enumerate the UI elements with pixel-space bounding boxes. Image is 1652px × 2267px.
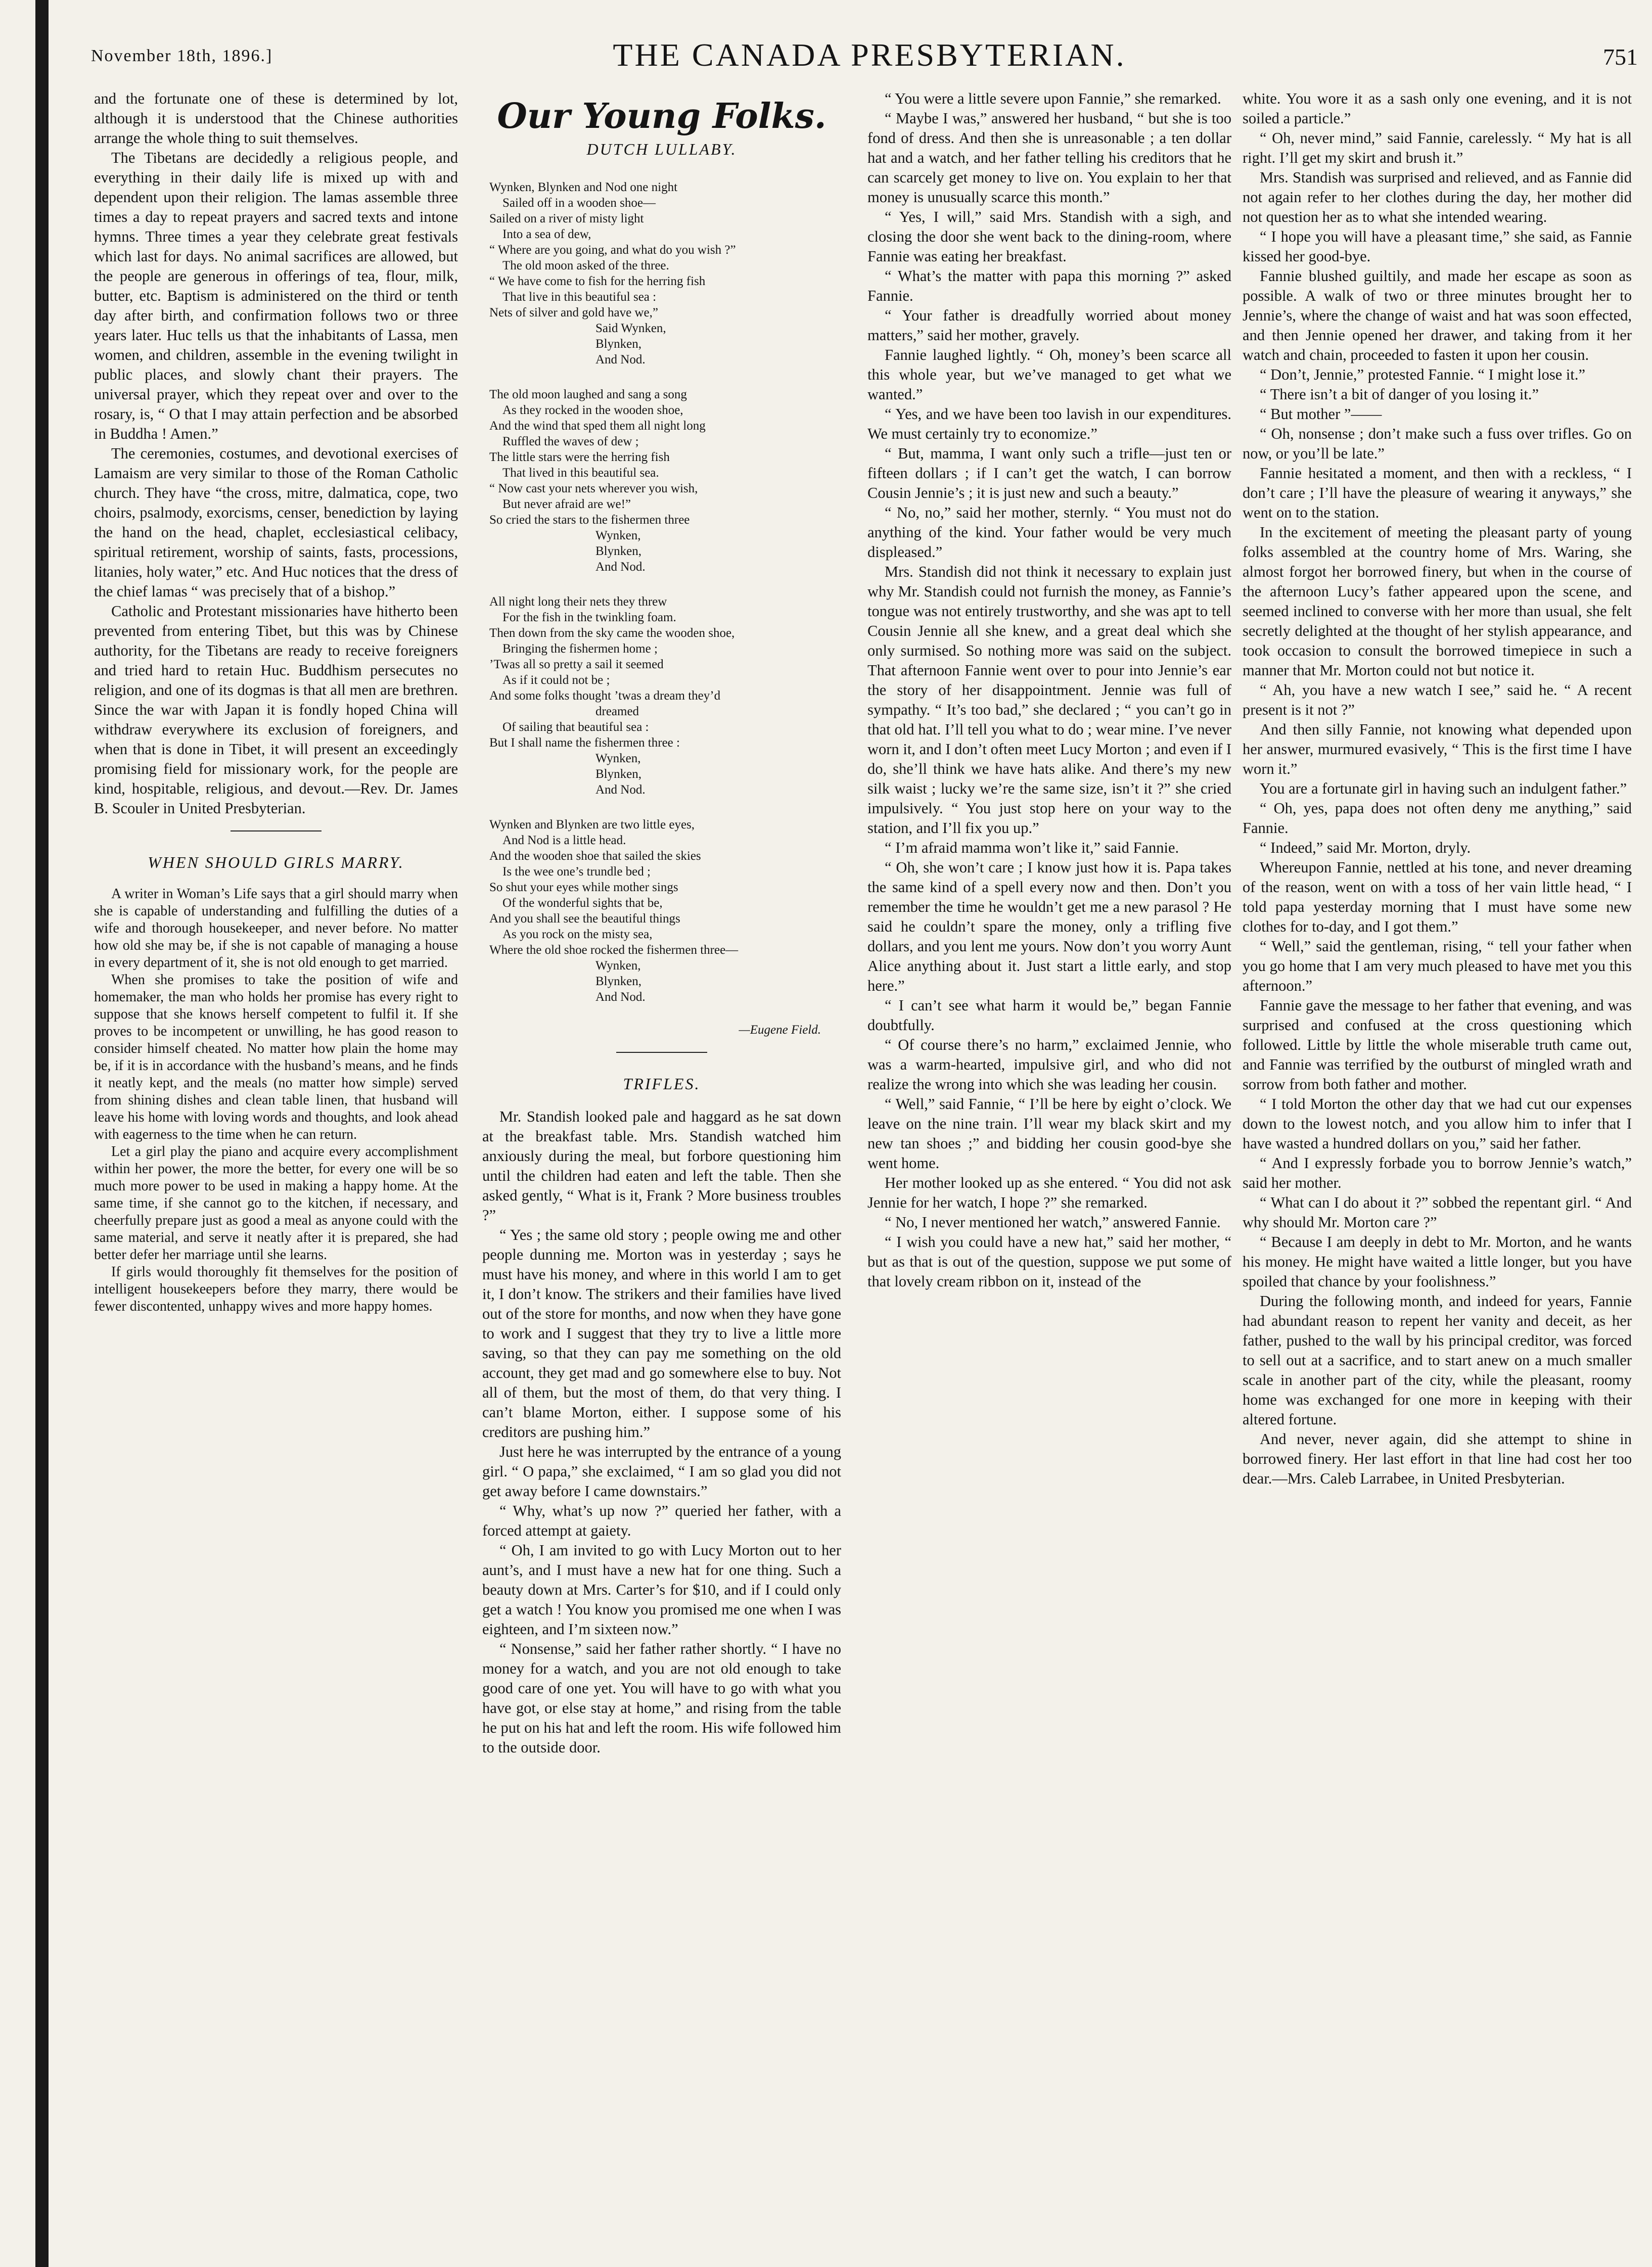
poem-line: As you rock on the misty sea, bbox=[502, 928, 653, 941]
poem-line: And Nod. bbox=[595, 990, 646, 1004]
paragraph: And never, never again, did she attempt to shine in borrowed finery. Her last effort in that line had cost her too dear.—Mrs. Caleb Larrabee, in United Presbyterian. bbox=[1243, 1430, 1632, 1487]
poem-line: Of the wonderful sights that be, bbox=[502, 896, 663, 910]
poem-line: The old moon laughed and sang a song bbox=[489, 388, 687, 401]
paragraph: Her mother looked up as she entered. “ You did not ask Jennie for her watch, I hope ?” she remarked. bbox=[867, 1174, 1231, 1211]
poem-line: Is the wee one’s trundle bed ; bbox=[502, 865, 651, 878]
paragraph: “ Oh, she won’t care ; I know just how it is. Papa takes the same kind of a spell every now and then. Don’t you remember the time he wouldn’t get me a new parasol ? He said he couldn’t spare the money, only a trifling five dollars, and you lent me yours. Now don’t you worry Aunt Alice anything about it. Just start a little early, and stop here.” bbox=[867, 859, 1231, 994]
poem-line: That live in this beautiful sea : bbox=[502, 290, 657, 304]
poem-line: Blynken, bbox=[595, 337, 641, 351]
poem-stanza bbox=[489, 594, 841, 798]
paragraph: When she promises to take the position of wife and homemaker, the man who holds her promise has every right to suppose that she knows herself competent to fulfil it. If she proves to be incompetent or unwilling, he has good reason to consider himself cheated. No matter how plain the home may be, if it is in accordance with the husband’s means, and he finds it neatly kept, and the meals (no matter how simple) served from shining dishes and clean table linen, that husband will leave his home with loving words and thoughts, and look ahead with eagerness to the time when he can return. bbox=[94, 972, 458, 1142]
poem-line: Wynken, bbox=[595, 529, 641, 542]
paragraph: “ Yes, I will,” said Mrs. Standish with a sigh, and closing the door she went back to the dining-room, where Fannie was eating her breakfast. bbox=[867, 208, 1231, 265]
paragraph: A writer in Woman’s Life says that a girl should marry when she is capable of understanding and fulfilling the duties of a wife and thorough housekeeper, and never before. No matter how old she may be, if she is not capable of managing a house in every department of it, she is not old enough to get married. bbox=[94, 886, 458, 970]
paragraph: The Tibetans are decidedly a religious people, and everything in their daily life is mixed up with and dependent upon their religion. The lamas assemble three times a day to repeat prayers and sacred texts and intone hymns. Three times a year they celebrate great festivals which last for days. No animal sacrifices are allowed, but the people are generous in offerings of tea, flour, milk, butter, etc. Baptism is administered on the third or tenth day after birth, and confirmation follows two or three years later. Huc tells us that the inhabitants of Lassa, men women, and children, assemble in the evening twilight in public places, and slowly chant their prayers. The universal prayer, which they repeat over and over to the rosary, is, “ O that I may attain perfection and be absorbed in Buddha ! Amen.” bbox=[94, 149, 458, 442]
paragraph: Mrs. Standish did not think it necessary to explain just why Mr. Standish could not furnish the money, as Fannie’s tongue was not entirely trustworthy, and she was apt to tell Cousin Jennie all she knew, and a great deal which she only surmised. So nothing more was said on the subject. That afternoon Fannie went over to pour into Jennie’s ear the story of her disappointment. Jennie was full of sympathy. “ It’s too bad,” she declared ; “ you can’t go in that old hat. I’ll tell you what to do ; wear mine. I’ve never worn it, and I don’t often meet Lucy Morton ; and even if I do, she’ll think we have hats alike. And there’s my new silk waist ; lucky we’re the same size, isn’t it ?” she cried impulsively. “ You just stop here on your way to the station, and I’ll fix you up.” bbox=[867, 563, 1231, 837]
paragraph: Whereupon Fannie, nettled at his tone, and never dreaming of the reason, went on with a toss of her vain little head, “ I told papa yesterday morning that I must have some new clothes for to-day, and I got them.” bbox=[1243, 859, 1632, 935]
paragraph: “ Yes ; the same old story ; people owing me and other people dunning me. Morton was in yesterday ; says he must have his money, and where in this world I am to get it, I don’t know. The strikers and their families have lived out of the store for months, and now when they have gone to work and I suggest that they try to live a little more saving, so that they can pay me something on the old account, they get mad and go somewhere else to buy. Not all of them, but the most of them, do that very thing. I can’t blame Morton, either. I suppose some of his creditors are pushing him.” bbox=[482, 1226, 841, 1441]
poem-line: And some folks thought ’twas a dream they’d bbox=[489, 689, 721, 703]
poem-line: That lived in this beautiful sea. bbox=[502, 466, 659, 480]
issue-date: November 18th, 1896.] bbox=[91, 47, 273, 65]
poem-line: But I shall name the fishermen three : bbox=[489, 736, 680, 750]
poem-line: Wynken, Blynken and Nod one night bbox=[489, 180, 678, 194]
column-1 bbox=[94, 89, 458, 2247]
paragraph: “ Well,” said Fannie, “ I’ll be here by eight o’clock. We leave on the nine train. I’ll wear my black skirt and my new tan shoes ;” and bidding her cousin good-bye she went home. bbox=[867, 1095, 1231, 1172]
poem-line: “ We have come to fish for the herring fish bbox=[489, 274, 706, 288]
poem-line: Sailed off in a wooden shoe— bbox=[502, 196, 656, 210]
paragraph: During the following month, and indeed for years, Fannie had abundant reason to repent her vanity and deceit, as her father, pushed to the wall by his principal creditor, was forced to sell out at a sacrifice, and to start anew on a much smaller scale in another part of the city, while the pleasant, roomy home was exchanged for one more in keeping with their altered fortune. bbox=[1243, 1292, 1632, 1428]
poem-line: Of sailing that beautiful sea : bbox=[502, 720, 649, 734]
paragraph: “ Why, what’s up now ?” queried her father, with a forced attempt at gaiety. bbox=[482, 1502, 841, 1539]
paragraph: “ What can I do about it ?” sobbed the repentant girl. “ And why should Mr. Morton care ?” bbox=[1243, 1194, 1632, 1231]
paragraph: “ No, no,” said her mother, sternly. “ You must not do anything of the kind. Your father would be very much displeased.” bbox=[867, 504, 1231, 561]
paragraph: Just here he was interrupted by the entrance of a young girl. “ O papa,” she exclaimed, “ I am so glad you did not get away before I came downstairs.” bbox=[482, 1443, 841, 1500]
column-2 bbox=[482, 89, 841, 2247]
paragraph: “ I told Morton the other day that we had cut our expenses down to the lowest notch, and you allow him to infer that I have wasted a hundred dollars on you,” said her father. bbox=[1243, 1095, 1632, 1152]
paragraph: “ Oh, never mind,” said Fannie, carelessly. “ My hat is all right. I’ll get my skirt and brush it.” bbox=[1243, 129, 1632, 166]
paragraph: Mr. Standish looked pale and haggard as he sat down at the breakfast table. Mrs. Standish watched him anxiously during the meal, but forbore questioning him until the children had eaten and left the table. Then she asked gently, “ What is it, Frank ? More business troubles ?” bbox=[482, 1108, 841, 1224]
poem-line: Then down from the sky came the wooden shoe, bbox=[489, 626, 735, 640]
paragraph: “ Nonsense,” said her father rather shortly. “ I have no money for a watch, and you are not old enough to take good care of one yet. You will have to go with what you have got, or else stay at home,” and rising from the table he put on his hat and left the room. His wife followed him to the outside door. bbox=[482, 1640, 841, 1756]
paragraph: “ Indeed,” said Mr. Morton, dryly. bbox=[1260, 839, 1471, 856]
poem-line: But never afraid are we!” bbox=[502, 497, 631, 511]
paragraph: “ But, mamma, I want only such a trifle—just ten or fifteen dollars ; if I can’t get the watch, I can borrow Cousin Jennie’s ; it is just new and such a beauty.” bbox=[867, 445, 1231, 501]
poem-line: All night long their nets they threw bbox=[489, 595, 667, 609]
section-divider bbox=[616, 1052, 707, 1053]
paragraph: “ Because I am deeply in debt to Mr. Morton, and he wants his money. He might have waited a little longer, but you have spoiled that chance by your foolishness.” bbox=[1243, 1233, 1632, 1290]
paragraph: “ Well,” said the gentleman, rising, “ tell your father when you go home that I am very much pleased to have met you this afternoon.” bbox=[1243, 938, 1632, 994]
poem-line: Ruffled the waves of dew ; bbox=[502, 435, 639, 448]
paragraph: and the fortunate one of these is determined by lot, although it is understood that the Chinese authorities arrange the whole thing to suit themselves. bbox=[94, 90, 458, 147]
poem-line: Wynken and Blynken are two little eyes, bbox=[489, 818, 695, 831]
poem-line: “ Where are you going, and what do you wish ?” bbox=[489, 243, 736, 257]
young-folks-heading: Our Young Folks. bbox=[497, 96, 827, 136]
paragraph: “ And I expressly forbade you to borrow Jennie’s watch,” said her mother. bbox=[1243, 1154, 1632, 1191]
paragraph: “ There isn’t a bit of danger of you losing it.” bbox=[1260, 386, 1539, 403]
poem-line: And the wooden shoe that sailed the skies bbox=[489, 849, 701, 863]
poem-line: Blynken, bbox=[595, 767, 641, 781]
section-divider bbox=[231, 830, 322, 831]
poem-line: Sailed on a river of misty light bbox=[489, 212, 644, 225]
paragraph: And then silly Fannie, not knowing what depended upon her answer, murmured evasively, “ This is the first time I have worn it.” bbox=[1243, 721, 1632, 777]
page-number: 751 bbox=[1603, 44, 1638, 70]
binding-edge bbox=[35, 0, 49, 2267]
paragraph: “ No, I never mentioned her watch,” answered Fannie. bbox=[885, 1214, 1221, 1231]
poem-line: Said Wynken, bbox=[595, 321, 666, 335]
poem-line: Bringing the fishermen home ; bbox=[502, 642, 658, 656]
paragraph: “ You were a little severe upon Fannie,” she remarked. bbox=[885, 90, 1221, 107]
poem-line: Blynken, bbox=[595, 975, 641, 988]
poem-line: And Nod. bbox=[595, 783, 646, 797]
paragraph: You are a fortunate girl in having such an indulgent father.” bbox=[1260, 780, 1627, 797]
paragraph: Fannie gave the message to her father that evening, and was surprised and confused at the cross questioning which followed. Little by little the whole miserable truth came out, and Fannie was terrified by the outburst of mingled wrath and sorrow from both father and mother. bbox=[1243, 997, 1632, 1093]
poem-line: As if it could not be ; bbox=[502, 673, 610, 687]
paragraph: The ceremonies, costumes, and devotional exercises of Lamaism are very similar to those of the Roman Catholic church. They have “the cross, mitre, dalmatica, cope, two choirs, psalmody, exorcisms, censer, benediction by laying the hand on the head, chaplet, ecclesiastical celibacy, spiritual retirement, worship of saints, fasts, processions, litanies, holy water,” etc. And Huc notices that the dress of the chief lamas “ was precisely that of a bishop.” bbox=[94, 445, 458, 600]
paragraph: Catholic and Protestant missionaries have hitherto been prevented from entering Tibet, but this was by Chinese authority, for the Tibetans are ready to receive foreigners and tried hard to retain Huc. Buddhism persecutes no religion, and one of its dogmas is that all men are brethren. Since the war with Japan it is fondly hoped China will withdraw everywhere its exclusion of foreigners, and when that is done in Tibet, it will present an exceedingly promising field for missionary work, for the people are kind, hospitable, religious, and devout.—Rev. Dr. James B. Scouler in United Presbyterian. bbox=[94, 603, 458, 817]
poem-line: So shut your eyes while mother sings bbox=[489, 881, 678, 894]
masthead bbox=[91, 31, 1648, 77]
paragraph: “ I hope you will have a pleasant time,” she said, as Fannie kissed her good-bye. bbox=[1243, 228, 1632, 265]
poem-stanza bbox=[489, 387, 841, 575]
poem-line: And Nod. bbox=[595, 353, 646, 366]
paragraph: “ Oh, I am invited to go with Lucy Morton out to her aunt’s, and I must have a new hat for one thing. Such a beauty down at Mrs. Carter’s for $10, and if I could only get a watch ! You know you promised me one when I was eighteen, and I’m sixteen now.” bbox=[482, 1542, 841, 1638]
poem-line: Wynken, bbox=[595, 959, 641, 973]
poem-line: Where the old shoe rocked the fishermen three— bbox=[489, 943, 739, 957]
poem-line: ’Twas all so pretty a sail it seemed bbox=[489, 658, 664, 671]
poem-line: dreamed bbox=[595, 705, 639, 718]
poem-title: DUTCH LULLABY. bbox=[586, 140, 737, 158]
paragraph: “ Of course there’s no harm,” exclaimed Jennie, who was a warm-hearted, impulsive girl, and who did not realize the wrong into which she was leading her cousin. bbox=[867, 1036, 1231, 1093]
paragraph: “ Yes, and we have been too lavish in our expenditures. We must certainly try to economize.” bbox=[867, 405, 1231, 442]
poem-line: Wynken, bbox=[595, 752, 641, 765]
paragraph: white. You wore it as a sash only one evening, and it is not soiled a particle.” bbox=[1243, 90, 1632, 127]
poem-line: And the wind that sped them all night long bbox=[489, 419, 706, 433]
paragraph: “ Oh, nonsense ; don’t make such a fuss over trifles. Go on now, or you’ll be late.” bbox=[1243, 425, 1632, 462]
poem-line: For the fish in the twinkling foam. bbox=[502, 611, 676, 624]
section-title-girls-marry: WHEN SHOULD GIRLS MARRY. bbox=[148, 853, 404, 871]
poem-line: Nets of silver and gold have we,” bbox=[489, 306, 658, 319]
poem-line: And you shall see the beautiful things bbox=[489, 912, 680, 926]
poem-line: And Nod is a little head. bbox=[502, 834, 626, 847]
paragraph: “ What’s the matter with papa this morning ?” asked Fannie. bbox=[867, 267, 1231, 304]
paragraph: “ I can’t see what harm it would be,” began Fannie doubtfully. bbox=[867, 997, 1231, 1034]
column-4 bbox=[1243, 89, 1632, 2247]
paragraph: Mrs. Standish was surprised and relieved, and as Fannie did not again refer to her clothes during the day, her mother did not question her as to what she intended wearing. bbox=[1243, 169, 1632, 225]
story-title: TRIFLES. bbox=[623, 1075, 701, 1093]
paragraph: Let a girl play the piano and acquire every accomplishment within her power, the more the better, for every one will be so much more power to be used in making a happy home. At the same time, if she cannot go to the kitchen, if necessary, and cheerfully prepare just as good a meal as anyone could with the same material, and serve it neatly after it is prepared, she had better defer her marriage until she learns. bbox=[94, 1144, 458, 1263]
poem-stanza bbox=[489, 817, 841, 1005]
paragraph: “ Ah, you have a new watch I see,” said he. “ A recent present is it not ?” bbox=[1243, 681, 1632, 718]
paragraph: “ I’m afraid mamma won’t like it,” said Fannie. bbox=[885, 839, 1179, 856]
poem-line: “ Now cast your nets wherever you wish, bbox=[489, 482, 698, 495]
paragraph: “ But mother ”—— bbox=[1260, 405, 1382, 423]
poem-line: As they rocked in the wooden shoe, bbox=[502, 403, 683, 417]
poem-line: And Nod. bbox=[595, 560, 646, 574]
paragraph: “ Oh, yes, papa does not often deny me anything,” said Fannie. bbox=[1243, 800, 1632, 837]
poem-line: Into a sea of dew, bbox=[502, 227, 591, 241]
paragraph: “ Don’t, Jennie,” protested Fannie. “ I might lose it.” bbox=[1260, 366, 1586, 383]
poem-stanza bbox=[489, 179, 841, 367]
poem-dutch-lullaby bbox=[482, 179, 841, 1005]
poem-line: The old moon asked of the three. bbox=[502, 259, 669, 272]
poem-line: Blynken, bbox=[595, 544, 641, 558]
column-3 bbox=[867, 89, 1231, 2247]
paragraph: “ I wish you could have a new hat,” said her mother, “ but as that is out of the question, suppose we put some of that lovely cream ribbon on it, instead of the bbox=[867, 1233, 1231, 1290]
paragraph: In the excitement of meeting the pleasant party of young folks assembled at the country home of Mrs. Waring, she almost forgot her borrowed finery, but when in the course of the afternoon Lucy’s father appeared upon the scene, and seemed inclined to converse with her more than usual, she felt secretly delighted at the thought of her stylish appearance, and took occasion to consult the borrowed timepiece in such a manner that Mr. Morton could not but notice it. bbox=[1243, 524, 1632, 679]
poem-line: The little stars were the herring fish bbox=[489, 450, 670, 464]
paragraph: Fannie laughed lightly. “ Oh, money’s been scarce all this whole year, but we’ve managed to get what we wanted.” bbox=[867, 346, 1231, 403]
poem-line: So cried the stars to the fishermen three bbox=[489, 513, 690, 527]
paragraph: Fannie blushed guiltily, and made her escape as soon as possible. A walk of two or three minutes brought her to Jennie’s, where the change of waist and hat was soon effected, and then Jennie opened her drawer, and taking from it her watch and chain, proceeded to fasten it upon her cousin. bbox=[1243, 267, 1632, 363]
paragraph: “ Maybe I was,” answered her husband, “ but she is too fond of dress. And then she is unreasonable ; a ten dollar hat and a watch, and her father telling his creditors that he can scarcely get money to live on. You explain to her that money is unusually scarce this month.” bbox=[867, 110, 1231, 206]
poem-author: —Eugene Field. bbox=[739, 1023, 821, 1037]
paragraph: “ Your father is dreadfully worried about money matters,” said her mother, gravely. bbox=[867, 307, 1231, 344]
paragraph: If girls would thoroughly fit themselves for the position of intelligent housekeepers before they marry, there would be fewer discontented, unhappy wives and more happy homes. bbox=[94, 1264, 458, 1314]
paragraph: Fannie hesitated a moment, and then with a reckless, “ I don’t care ; I’ll have the pleasure of wearing it anyways,” she went on to the station. bbox=[1243, 465, 1632, 521]
newspaper-title: THE CANADA PRESBYTERIAN. bbox=[613, 37, 1126, 73]
